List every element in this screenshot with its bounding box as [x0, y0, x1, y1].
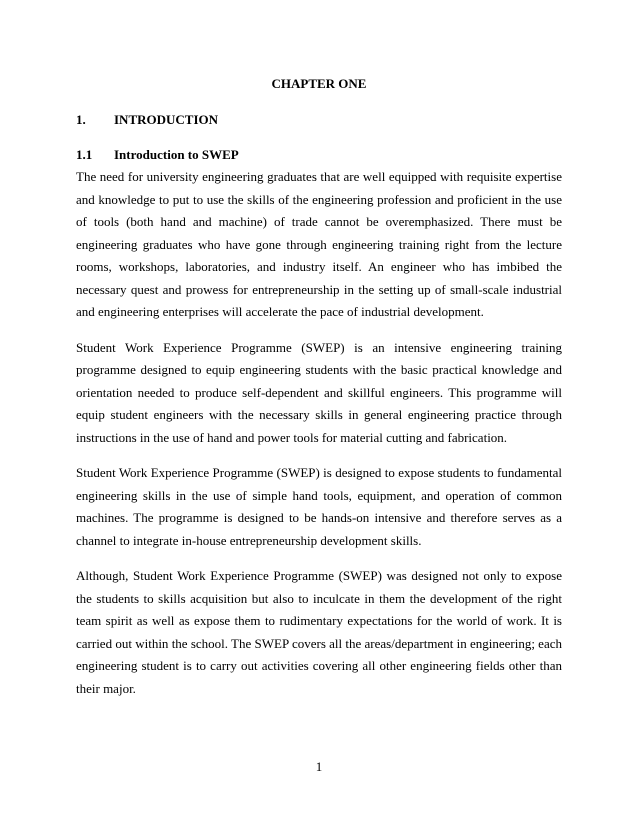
- chapter-title: CHAPTER ONE: [271, 76, 367, 91]
- subsection-number: 1.1: [76, 147, 93, 162]
- paragraph: Student Work Experience Programme (SWEP) is an intensive engineering training programme designed to equip engineering students with the basic practical knowledge and orientation needed to produce self-dependent and skillful engineers. This programme will equip student engineers with the necessary skills in general engineering practice through instructions in the use of hand and power tools for material cutting and fabrication.: [76, 339, 562, 445]
- page-number: 1: [315, 759, 323, 774]
- subsection-title: Introduction to SWEP: [114, 147, 239, 162]
- paragraph: The need for university engineering graduates that are well equipped with requisite expertise and knowledge to put to use the skills of the engineering profession and proficient in the use of tools (both hand and machine) of trade cannot be overemphasized. There must be engineering graduates who have gone through engineering training right from the lecture rooms, workshops, laboratories, and industry itself. An engineer who has imbibed the necessary quest and prowess for entrepreneurship in the setting up of small-scale industrial and engineering enterprises will accelerate the pace of industrial development.: [76, 169, 562, 319]
- body-text: [76, 166, 562, 713]
- section-number: 1.: [76, 112, 86, 127]
- paragraph: Although, Student Work Experience Programme (SWEP) was designed not only to expose the students to skills acquisition but also to inculcate in them the development of the right team spirit as well as expose them to rudimentary expectations for the world of work. It is carried out within the school. The SWEP covers all the areas/department in engineering; each engineering student is to carry out activities covering all other engineering fields other than their major.: [76, 568, 562, 696]
- subsection-heading: [76, 147, 239, 163]
- section-title: INTRODUCTION: [114, 112, 219, 127]
- paragraph: Student Work Experience Programme (SWEP) is designed to expose students to fundamental engineering skills in the use of simple hand tools, equipment, and operation of common machines. The programme is designed to be hands-on intensive and therefore serves as a channel to integrate in-house entrepreneurship development skills.: [76, 465, 562, 548]
- section-heading: [76, 112, 218, 128]
